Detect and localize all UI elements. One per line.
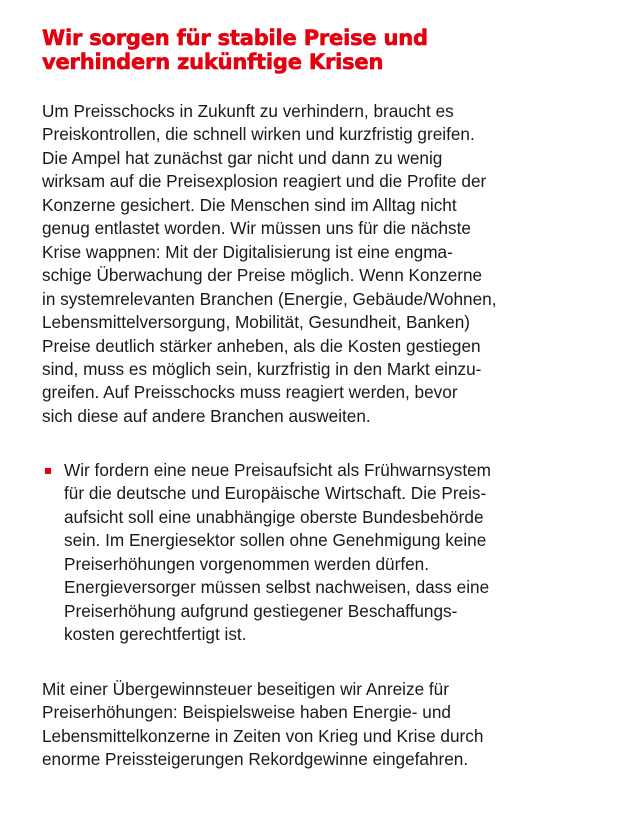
text-line: Um Preisschocks in Zukunft zu verhindern, braucht es (42, 101, 454, 121)
text-line: Energieversorger müssen selbst nachweisen, dass eine (64, 577, 490, 598)
text-line: Preiserhöhung aufgrund gestiegener Beschaffungs- (64, 600, 458, 621)
list-item (42, 459, 491, 647)
red-square-bullet-icon (45, 468, 51, 474)
title-line: Wir sorgen für stabile Preise und (42, 26, 428, 50)
text-line: Wir fordern eine neue Preisaufsicht als Frühwarnsystem (64, 460, 491, 480)
text-line: aufsicht soll eine unabhängige oberste Bundesbehörde (64, 506, 484, 527)
text-line: schige Überwachung der Preise möglich. Wenn Konzerne (42, 265, 483, 286)
text-line: greifen. Auf Preisschocks muss reagiert werden, bevor (42, 382, 458, 403)
demands-list (42, 459, 491, 647)
text-line: in systemrelevanten Branchen (Energie, Gebäude/Wohnen, (42, 288, 497, 309)
text-line: genug entlastet worden. Wir müssen uns für die nächste (42, 218, 471, 239)
text-line: Konzerne gesichert. Die Menschen sind im Alltag nicht (42, 194, 457, 215)
text-line: enorme Preissteigerungen Rekordgewinne eingefahren. (42, 749, 469, 770)
text-line: Krise wappnen: Mit der Digitalisierung ist eine engma- (42, 241, 453, 262)
text-line: für die deutsche und Europäische Wirtschaft. Die Preis- (64, 483, 487, 504)
section-title (42, 26, 602, 74)
text-line: Lebensmittelversorgung, Mobilität, Gesundheit, Banken) (42, 312, 471, 333)
text-line: Mit einer Übergewinnsteuer beseitigen wir Anreize für (42, 679, 449, 699)
text-line: sein. Im Energiesektor sollen ohne Genehmigung keine (64, 530, 487, 551)
text-line: Die Ampel hat zunächst gar nicht und dann zu wenig (42, 147, 443, 168)
text-line: Lebensmittelkonzerne in Zeiten von Krieg und Krise durch (42, 725, 484, 746)
text-line: sind, muss es möglich sein, kurzfristig in den Markt einzu- (42, 358, 482, 379)
text-line: Preiserhöhungen: Beispielsweise haben Energie- und (42, 702, 451, 723)
text-line: Preise deutlich stärker anheben, als die Kosten gestiegen (42, 335, 481, 356)
title-line: verhindern zukünftige Krisen (42, 50, 384, 74)
intro-paragraph (42, 100, 496, 428)
text-line: Preiskontrollen, die schnell wirken und kurzfristig greifen. (42, 124, 475, 145)
text-line: kosten gerechtfertigt ist. (64, 624, 247, 645)
document-page (42, 26, 602, 770)
text-line: sich diese auf andere Branchen ausweiten. (42, 405, 371, 426)
text-line: wirksam auf die Preisexplosion reagiert und die Profite der (42, 171, 487, 192)
text-line: Preiserhöhungen vorgenommen werden dürfen. (64, 553, 429, 574)
closing-paragraph (42, 678, 483, 772)
